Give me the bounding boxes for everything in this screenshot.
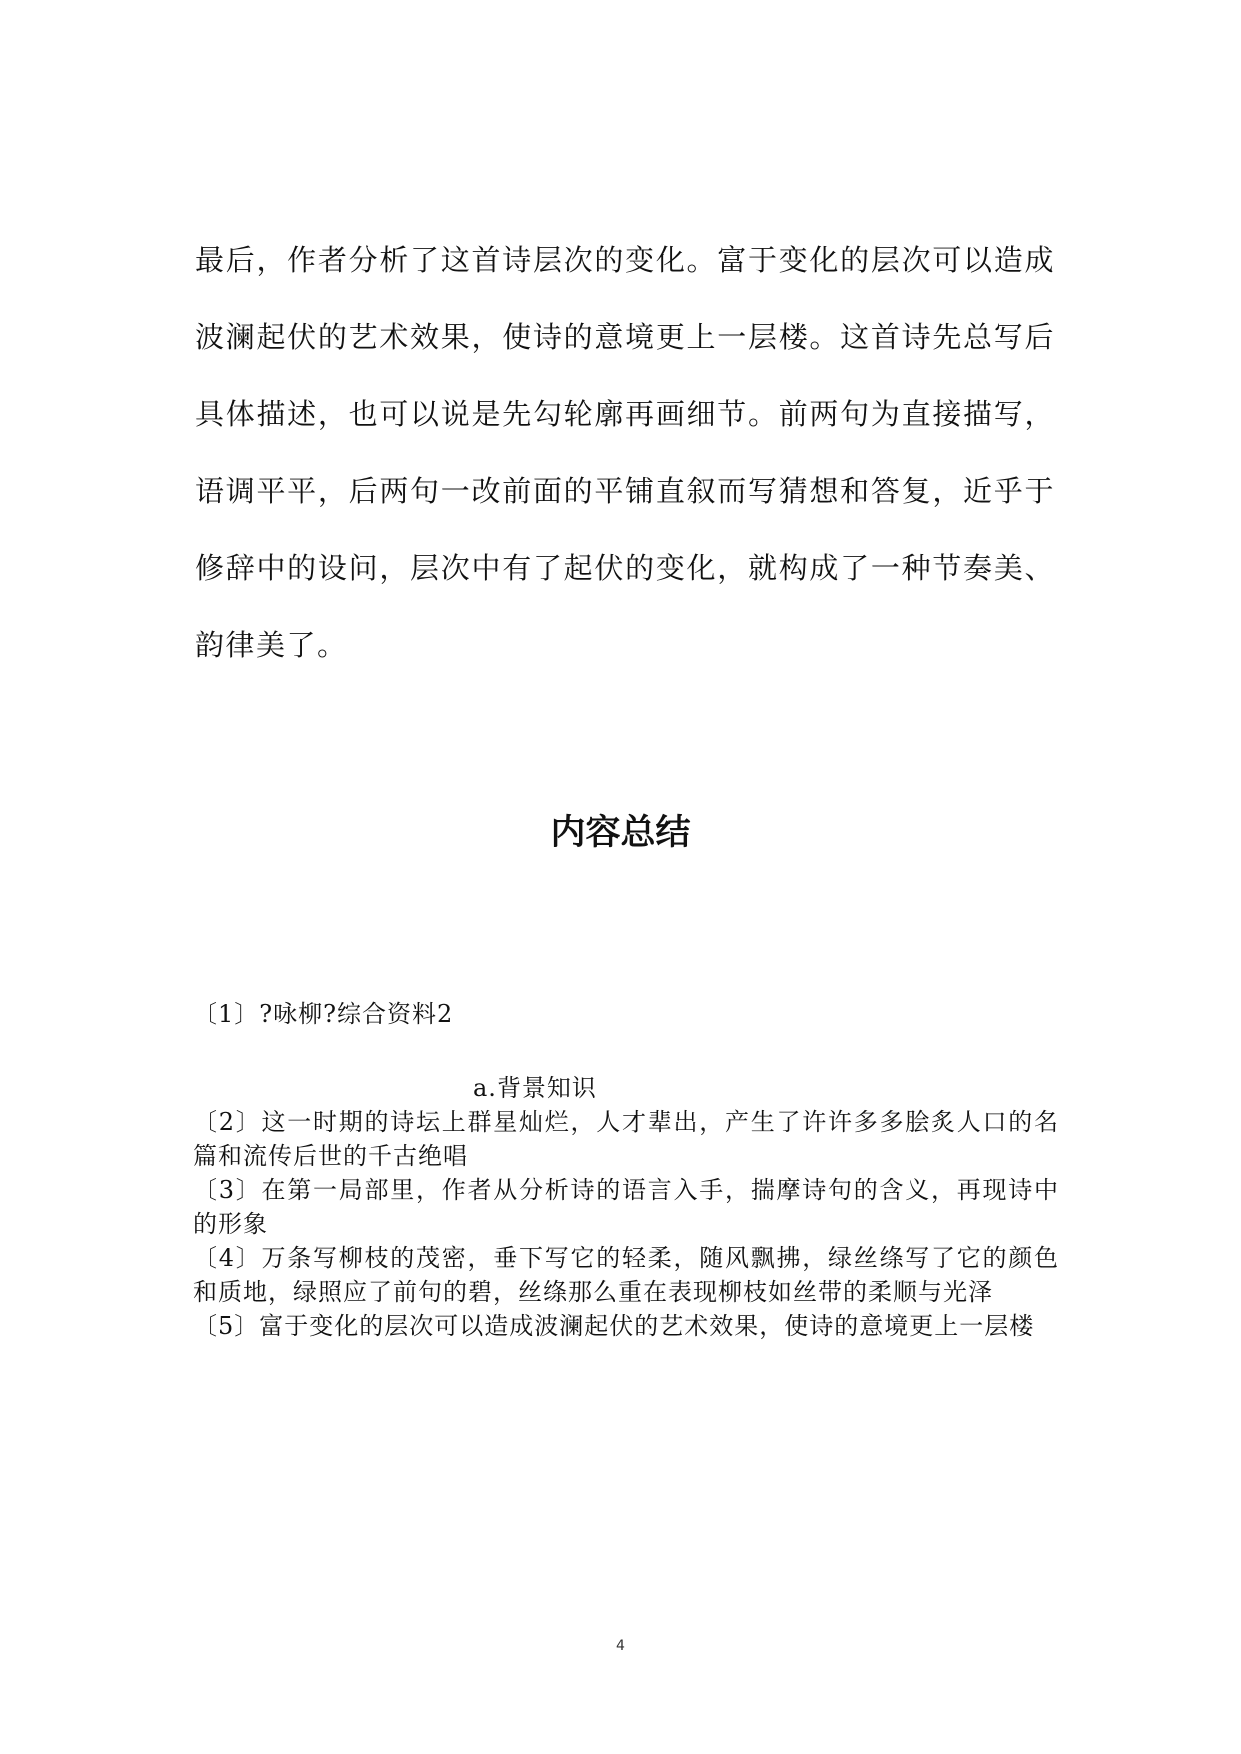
page-number: 4	[616, 1638, 625, 1654]
section-heading: 内容总结	[550, 813, 691, 853]
summary-item: 〔5〕富于变化的层次可以造成波澜起伏的艺术效果，使诗的意境更上一层楼	[193, 1312, 1035, 1340]
body-paragraph: 最后，作者分析了这首诗层次的变化。富于变化的层次可以造成波澜起伏的艺术效果，使诗的意境更上一层楼。这首诗先总写后具体描述，也可以说是先勾轮廓再画细节。前两句为直接描写，语调平平，后两句一改前面的平铺直叙而写猜想和答复，近乎于修辞中的设问，层次中有了起伏的变化，就构成了一种节奏美、韵律美了。	[195, 243, 1055, 662]
summary-title: 〔1〕?咏柳?综合资料2	[193, 1000, 454, 1028]
summary-list	[193, 1105, 1059, 1343]
summary-item: 〔3〕在第一局部里，作者从分析诗的语言入手，揣摩诗句的含义，再现诗中的形象	[193, 1176, 1059, 1238]
summary-subtitle: a.背景知识	[473, 1074, 597, 1102]
summary-section	[193, 997, 1059, 1343]
summary-item: 〔4〕万条写柳枝的茂密，垂下写它的轻柔，随风飘拂，绿丝绦写了它的颜色和质地，绿照应了前句的碧，丝绦那么重在表现柳枝如丝带的柔顺与光泽	[193, 1244, 1059, 1306]
summary-item: 〔2〕这一时期的诗坛上群星灿烂，人才辈出，产生了许许多多脍炙人口的名篇和流传后世的千古绝唱	[193, 1108, 1059, 1170]
